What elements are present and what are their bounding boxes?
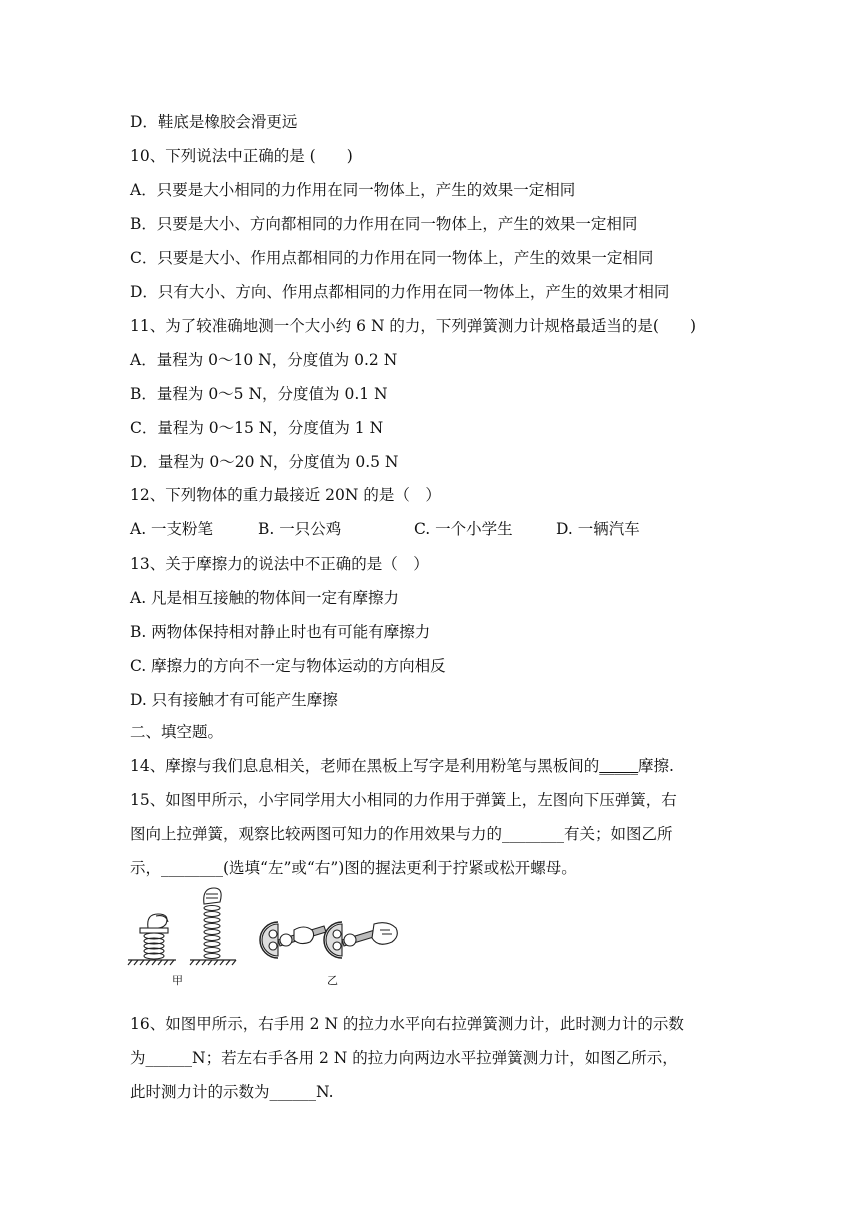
figure-label-jia: 甲 xyxy=(172,974,183,987)
q13-stem: 13、关于摩擦力的说法中不正确的是（ ） xyxy=(130,555,429,573)
q9-option-d: D．鞋底是橡胶会滑更远 xyxy=(130,113,298,131)
q14-blank: _____ xyxy=(599,757,638,775)
q11-option-b: B．量程为 0～5 N，分度值为 0.1 N xyxy=(130,385,388,403)
ground-right-icon xyxy=(190,960,236,965)
q11-stem: 11、为了较准确地测一个大小约 6 N 的力，下列弹簧测力计规格最适当的是( ) xyxy=(130,317,697,335)
q10-option-c: C．只要是大小、作用点都相同的力作用在同一物体上，产生的效果一定相同 xyxy=(130,249,654,267)
q15-line-3: 示，________(选填“左”或“右”)图的握法更利于拧紧或松开螺母。 xyxy=(130,859,577,877)
q10-option-b: B．只要是大小、方向都相同的力作用在同一物体上，产生的效果一定相同 xyxy=(130,215,638,233)
q11-option-c: C．量程为 0～15 N，分度值为 1 N xyxy=(130,419,384,437)
q13-option-c: C. 摩擦力的方向不一定与物体运动的方向相反 xyxy=(130,657,446,675)
q13-option-b: B. 两物体保持相对静止时也有可能有摩擦力 xyxy=(130,623,431,641)
q15-figure xyxy=(126,884,416,992)
q12-option-d: D. 一辆汽车 xyxy=(556,520,640,538)
q16-line-3: 此时测力计的示数为______N. xyxy=(130,1083,334,1101)
wrench-right-icon xyxy=(324,922,397,958)
q15-line-2: 图向上拉弹簧，观察比较两图可知力的作用效果与力的________有关；如图乙所 xyxy=(130,825,673,843)
q12-option-b: B. 一只公鸡 xyxy=(258,520,342,538)
stretched-spring-icon xyxy=(204,888,221,959)
ground-left-icon xyxy=(128,960,176,965)
q11-option-d: D．量程为 0～20 N，分度值为 0.5 N xyxy=(130,453,399,471)
q13-option-d: D. 只有接触才有可能产生摩擦 xyxy=(130,691,338,709)
q12-stem: 12、下列物体的重力最接近 20N 的是（ ） xyxy=(130,486,441,504)
q14-before: 14、摩擦与我们息息相关，老师在黑板上写字是利用粉笔与黑板间的 xyxy=(130,757,600,775)
q16-line-2: 为______N；若左右手各用 2 N 的拉力向两边水平拉弹簧测力计，如图乙所示， xyxy=(130,1049,678,1067)
q12-option-a: A. 一支粉笔 xyxy=(130,520,214,538)
q13-option-a: A. 凡是相互接触的物体间一定有摩擦力 xyxy=(130,589,400,607)
q14-text xyxy=(130,754,674,778)
figure-label-yi: 乙 xyxy=(327,974,338,987)
q10-option-a: A．只要是大小相同的力作用在同一物体上，产生的效果一定相同 xyxy=(130,181,576,199)
q12-option-c: C. 一个小学生 xyxy=(414,520,513,538)
compressed-spring-icon xyxy=(140,914,168,959)
q10-option-d: D．只有大小、方向、作用点都相同的力作用在同一物体上，产生的效果才相同 xyxy=(130,283,670,301)
spring-and-wrench-illustration xyxy=(126,884,416,992)
wrench-left-icon xyxy=(260,922,326,958)
q11-option-a: A．量程为 0～10 N，分度值为 0.2 N xyxy=(130,351,398,369)
q10-stem: 10、下列说法中正确的是 ( ) xyxy=(130,147,353,165)
q16-line-1: 16、如图甲所示，右手用 2 N 的拉力水平向右拉弹簧测力计，此时测力计的示数 xyxy=(130,1015,684,1033)
q15-line-1: 15、如图甲所示，小宇同学用大小相同的力作用于弹簧上，左图向下压弹簧，右 xyxy=(130,791,677,809)
q14-after: 摩擦. xyxy=(637,757,674,775)
section-heading-fill-in: 二、填空题。 xyxy=(130,723,224,741)
